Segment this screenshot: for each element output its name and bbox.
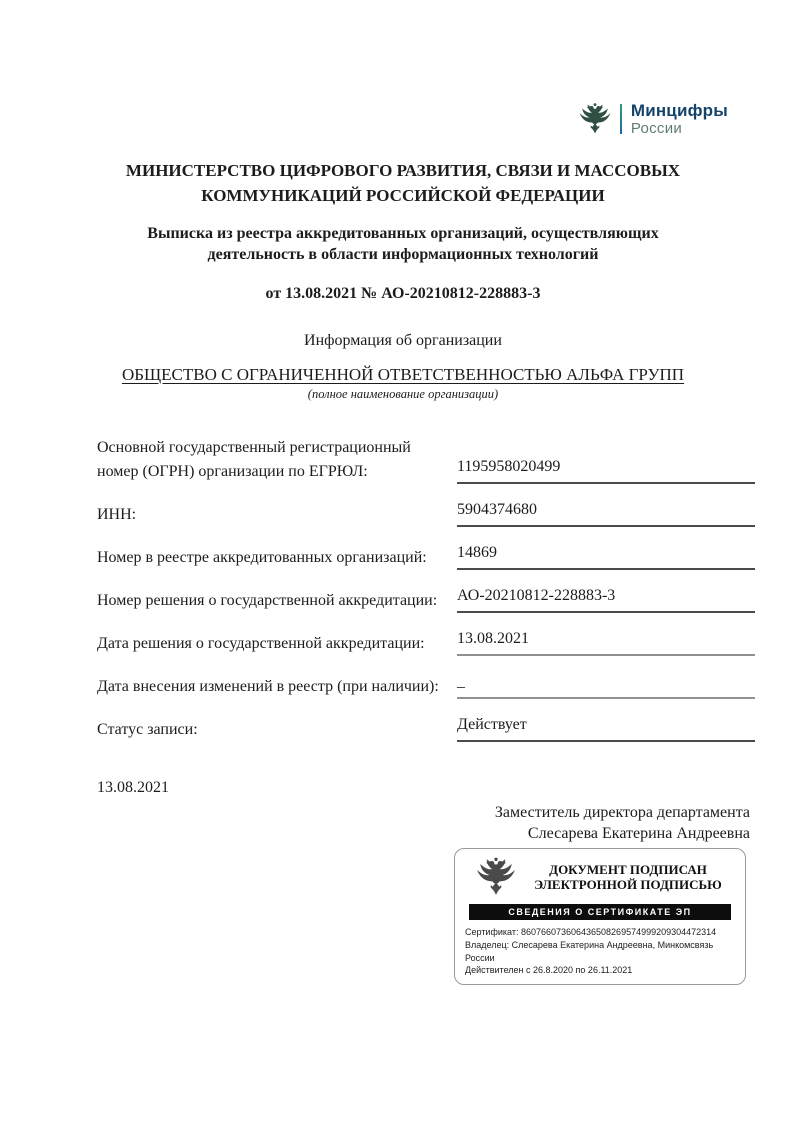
field-label: ИНН: <box>97 506 137 523</box>
stamp-eagle-icon <box>475 854 517 900</box>
field-label: Статус записи: <box>97 721 198 738</box>
stamp-certificate: Сертификат: 860766073606436508269574999209304472314 <box>465 927 717 937</box>
ministry-logo <box>578 101 728 137</box>
field-label: Дата решения о государственной аккредитации: <box>97 635 425 652</box>
field-row-ogrn <box>97 436 755 484</box>
logo-title: Минцифры <box>630 101 728 120</box>
field-label: Номер в реестре аккредитованных организаций: <box>97 549 427 566</box>
field-label: Номер решения о государственной аккредитации: <box>97 592 438 609</box>
field-row-registry-number <box>97 541 755 570</box>
extract-title: Выписка из реестра аккредитованных организаций, осуществляющих деятельность в области информационных технологий <box>147 225 659 263</box>
logo-subtitle: России <box>630 120 683 137</box>
stamp-title-line1: ДОКУМЕНТ ПОДПИСАН <box>549 862 707 877</box>
logo-divider <box>620 104 622 134</box>
stamp-cert-bar: СВЕДЕНИЯ О СЕРТИФИКАТЕ ЭП <box>469 904 731 920</box>
stamp-validity: Действителен с 26.8.2020 по 26.11.2021 <box>465 965 633 976</box>
issue-date: 13.08.2021 <box>97 779 169 796</box>
field-label: Дата внесения изменений в реестр (при наличии): <box>97 678 439 695</box>
field-row-amendment-date <box>97 670 755 699</box>
field-value: АО-20210812-228883-3 <box>457 584 755 613</box>
org-name-note: (полное наименование организации) <box>307 387 499 401</box>
signature-stamp <box>454 848 746 985</box>
field-row-decision-date <box>97 627 755 656</box>
field-value: 13.08.2021 <box>457 627 755 656</box>
signer-block <box>0 802 750 844</box>
field-value: _ <box>457 670 755 699</box>
signer-name: Слесарева Екатерина Андреевна <box>527 825 750 842</box>
field-value: 5904374680 <box>457 498 755 527</box>
section-title: Информация об организации <box>304 332 502 349</box>
stamp-header <box>465 854 735 900</box>
field-label: Основной государственный регистрационный номер (ОГРН) организации по ЕГРЮЛ: <box>97 439 411 480</box>
logo-text <box>631 102 728 136</box>
ministry-title: МИНИСТЕРСТВО ЦИФРОВОГО РАЗВИТИЯ, СВЯЗИ И МАССОВЫХ КОММУНИКАЦИЙ РОССИЙСКОЙ ФЕДЕРАЦИИ <box>125 161 681 205</box>
extract-number: от 13.08.2021 № АО-20210812-228883-3 <box>265 285 541 302</box>
fields-list <box>97 436 755 742</box>
field-value: Действует <box>457 713 755 742</box>
field-value: 1195958020499 <box>457 455 755 484</box>
field-value: 14869 <box>457 541 755 570</box>
field-row-decision-number <box>97 584 755 613</box>
field-row-inn <box>97 498 755 527</box>
org-name: ОБЩЕСТВО С ОГРАНИЧЕННОЙ ОТВЕТСТВЕННОСТЬЮ АЛЬФА ГРУПП <box>121 365 685 384</box>
stamp-title <box>521 862 735 892</box>
logo-eagle-icon <box>578 101 612 137</box>
stamp-title-line2: ЭЛЕКТРОННОЙ ПОДПИСЬЮ <box>534 877 722 892</box>
field-row-status <box>97 713 755 742</box>
stamp-owner: Владелец: Слесарева Екатерина Андреевна, Минкомсвязь России <box>465 939 714 963</box>
signer-title: Заместитель директора департамента <box>494 804 750 821</box>
